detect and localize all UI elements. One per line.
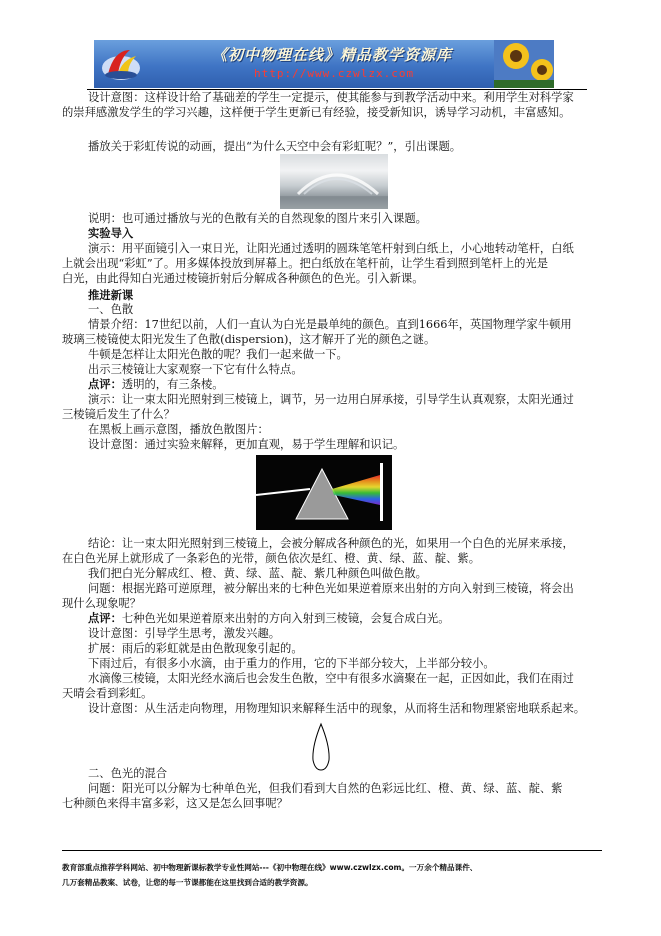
paragraph-line: 说明：也可通过播放与光的色散有关的自然现象的图片来引入课题。 bbox=[88, 212, 427, 225]
paragraph-line: 牛顿是怎样让太阳光色散的呢？我们一起来做一下。 bbox=[88, 348, 348, 361]
paragraph-line: 水滴像三棱镜，太阳光经水滴后也会发生色散，空中有很多水滴聚在一起，正因如此，我们在雨过 bbox=[88, 672, 574, 685]
paragraph-line: 演示：用平面镜引入一束日光，让阳光通过透明的圆珠笔笔杆射到白纸上，小心地转动笔杆，白纸 bbox=[88, 242, 574, 255]
sunflower-image bbox=[494, 40, 554, 88]
paragraph-line: 情景介绍：17世纪以前，人们一直认为白光是最单纯的颜色。直到1666年，英国物理学家牛顿用 bbox=[88, 318, 572, 331]
paragraph-line: 结论：让一束太阳光照射到三棱镜上，会被分解成各种颜色的光，如果用一个白色的光屏来承接， bbox=[88, 537, 574, 550]
paragraph-line: 在黑板上画示意图，播放色散图片： bbox=[88, 423, 269, 436]
paragraph-line: 的崇拜感激发学生的学习兴趣，这样便于学生更新已有经验，接受新知识，诱导学习动机，丰富感知。 bbox=[62, 106, 571, 119]
water-drop-diagram bbox=[311, 722, 331, 772]
paragraph-line: 玻璃三棱镜使太阳光发生了色散(dispersion)，这才解开了光的颜色之谜。 bbox=[62, 333, 436, 346]
comment-text: 七种色光如果逆着原来出射的方向入射到三棱镜，会复合成白光。 bbox=[121, 612, 450, 625]
paragraph-line: 出示三棱镜让大家观察一下它有什么特点。 bbox=[88, 363, 303, 376]
comment-label: 点评： bbox=[88, 611, 122, 625]
paragraph-line: 问题：阳光可以分解为七种单色光，但我们看到大自然的色彩远比红、橙、黄、绿、蓝、靛、紫 bbox=[88, 782, 563, 795]
paragraph-line: 问题：根据光路可逆原理，被分解出来的七种色光如果逆着原来出射的方向入射到三棱镜，将会出 bbox=[88, 582, 574, 595]
paragraph-line: 播放关于彩虹传说的动画，提出“为什么天空中会有彩虹呢？”，引出课题。 bbox=[88, 140, 462, 153]
prism-dispersion-image bbox=[256, 455, 392, 530]
paragraph-line: 设计意图：从生活走向物理，用物理知识来解释生活中的现象，从而将生活和物理紧密地联系起来。 bbox=[88, 702, 586, 715]
site-title: 《初中物理在线》精品教学资源库 bbox=[212, 46, 453, 64]
paragraph-line: 设计意图：引导学生思考，激发兴趣。 bbox=[88, 627, 281, 640]
paragraph-line: 扩展：雨后的彩虹就是由色散现象引起的。 bbox=[88, 642, 303, 655]
site-banner bbox=[94, 40, 554, 88]
comment-label: 点评： bbox=[88, 377, 122, 391]
section-heading: 推进新课 bbox=[88, 288, 134, 302]
paragraph-line: 演示：让一束太阳光照射到三棱镜上，调节，另一边用白屏承接，引导学生认真观察，太阳光通过 bbox=[88, 393, 574, 406]
section-heading: 实验导入 bbox=[88, 226, 134, 240]
paragraph-line: 三棱镜后发生了什么？ bbox=[62, 408, 175, 421]
subsection-heading: 一、色散 bbox=[88, 303, 134, 316]
paragraph-line: 白光，由此得知白光通过棱镜折射后分解成各种颜色的色光。引入新课。 bbox=[62, 272, 424, 285]
site-url[interactable]: http://www.czwlzx.com bbox=[254, 67, 415, 80]
paragraph-line: 在白色光屏上就形成了一条彩色的光带，颜色依次是红、橙、黄、绿、蓝、靛、紫。 bbox=[62, 552, 480, 565]
paragraph-line: 现什么现象呢？ bbox=[62, 597, 142, 610]
paragraph-line: 设计意图：这样设计给了基础差的学生一定提示，使其能参与到教学活动中来。利用学生对科学家 bbox=[88, 91, 574, 104]
paragraph-line: 设计意图：通过实验来解释，更加直观，易于学生理解和识记。 bbox=[88, 438, 405, 451]
paragraph-line: 七种颜色来得丰富多彩，这又是怎么回事呢？ bbox=[62, 797, 288, 810]
paragraph-line: 下雨过后，有很多小水滴，由于重力的作用，它的下半部分较大，上半部分较小。 bbox=[88, 657, 495, 670]
rainbow-photo bbox=[280, 154, 388, 209]
site-logo-icon bbox=[100, 44, 142, 84]
section-heading: 二、色光的混合 bbox=[88, 767, 168, 780]
paragraph-line bbox=[88, 611, 450, 626]
paragraph-line: 天晴会看到彩虹。 bbox=[62, 687, 153, 700]
footer-rule bbox=[62, 850, 602, 851]
footer-text: 几万套精品教案、试卷，让您的每一节课都能在这里找到合适的教学资源。 bbox=[62, 878, 313, 887]
paragraph-line: 我们把白光分解成红、橙、黄、绿、蓝、靛、紫几种颜色叫做色散。 bbox=[88, 567, 427, 580]
paragraph-line: 上就会出现“彩虹”了。用多媒体投放到屏幕上。把白纸放在笔杆前，让学生看到照到笔杆上的光是 bbox=[62, 257, 549, 270]
comment-text: 透明的，有三条棱。 bbox=[121, 378, 224, 391]
footer-text: 教育部重点推荐学科网站、初中物理新课标教学专业性网站---《初中物理在线》www.czwlzx.com。一万余个精品课件、 bbox=[62, 863, 478, 872]
paragraph-line bbox=[88, 377, 224, 392]
